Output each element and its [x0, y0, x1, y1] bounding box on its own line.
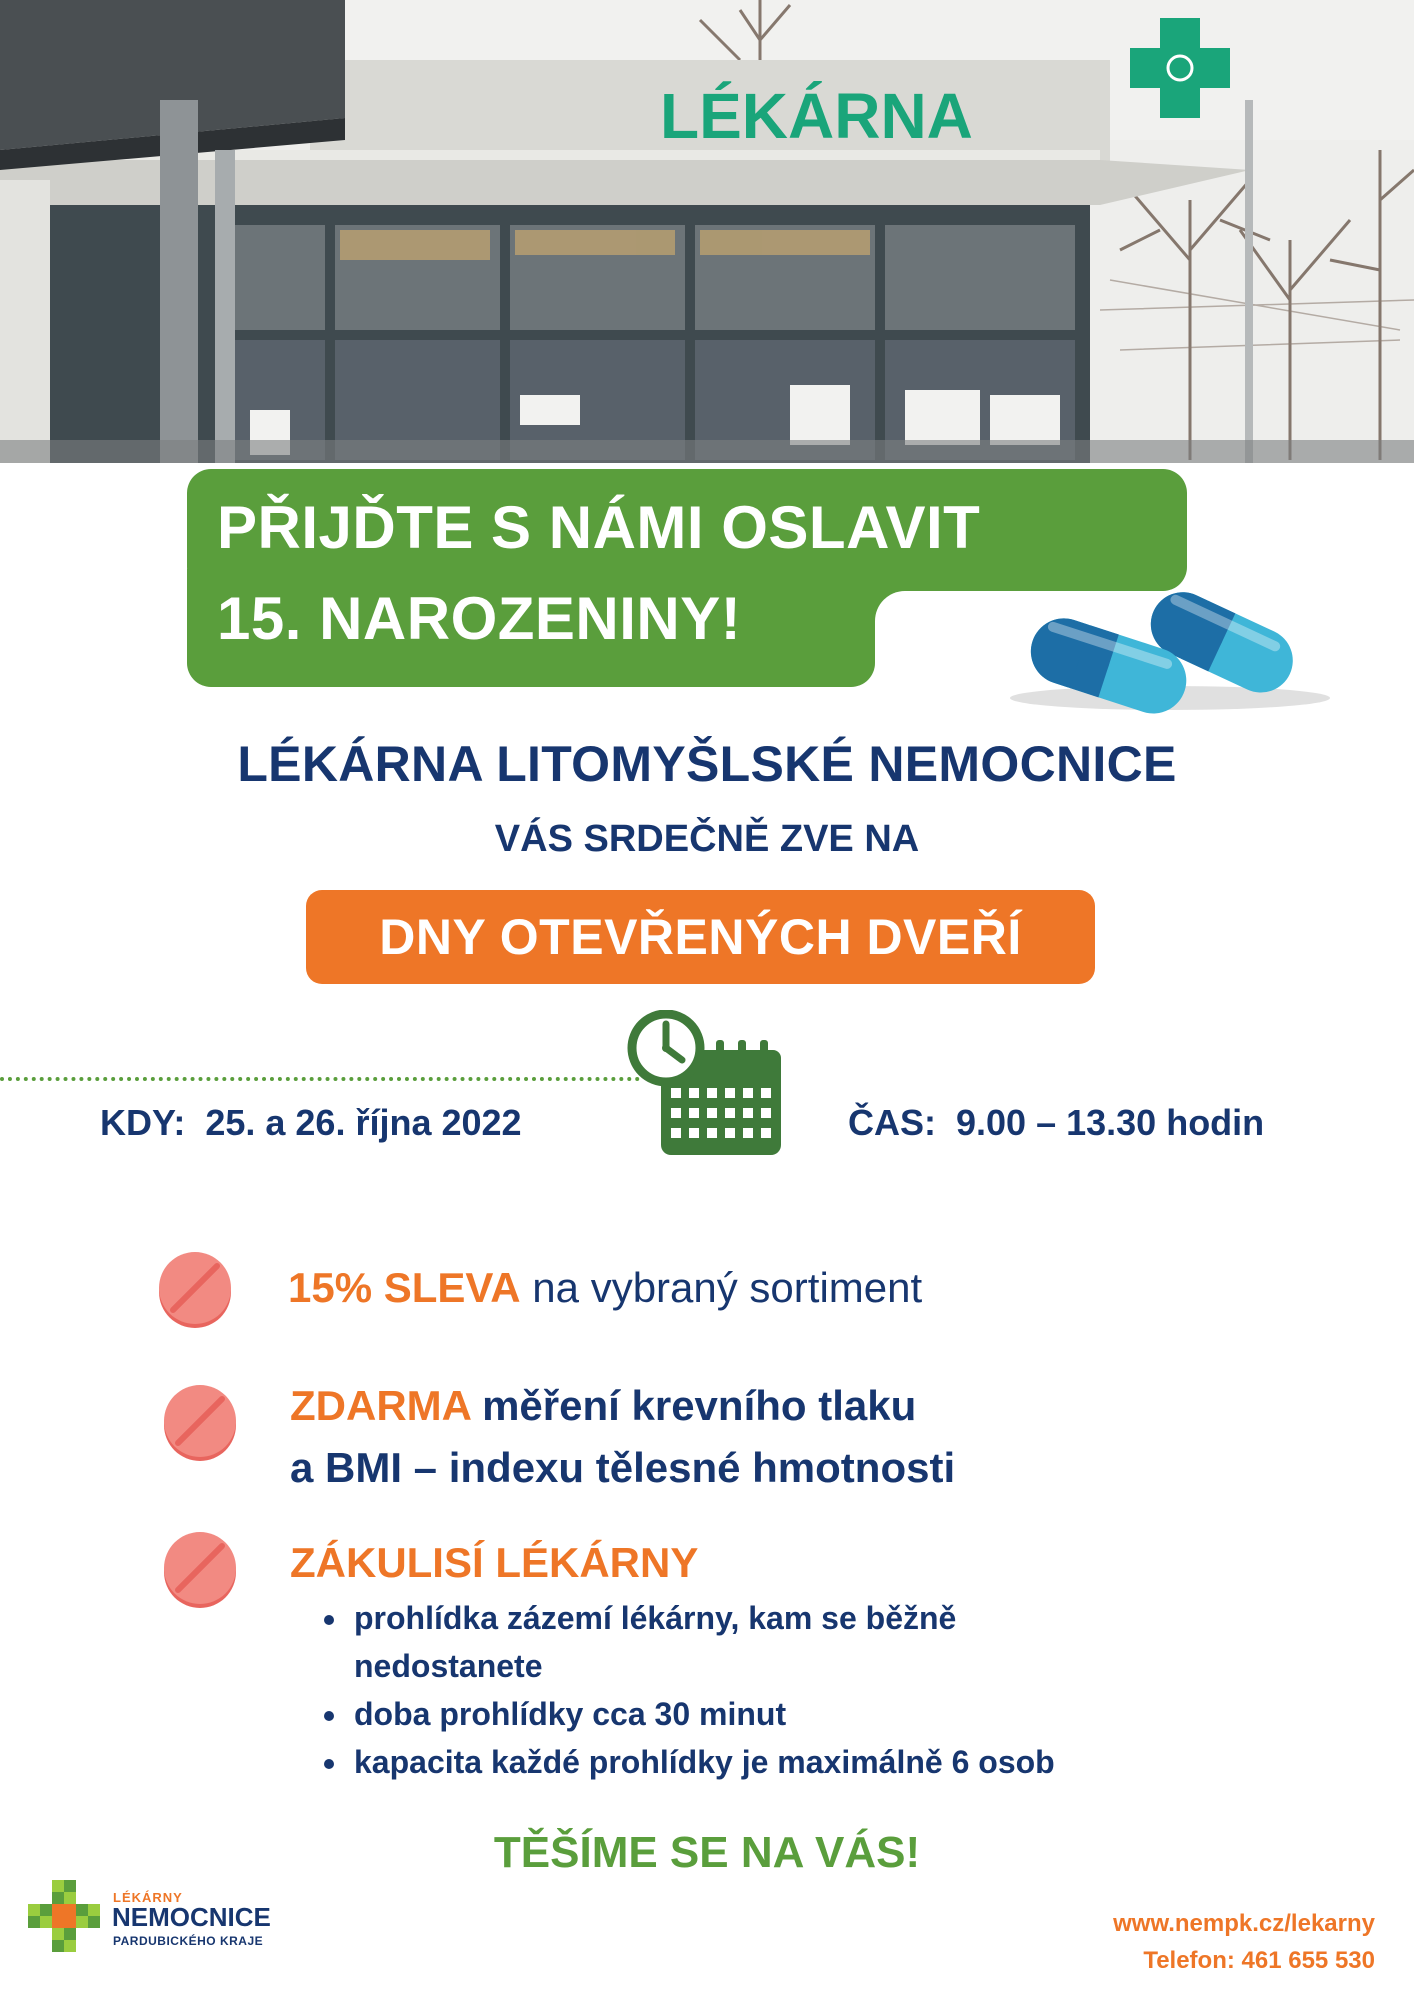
- pill-tablet-icon: [160, 1383, 240, 1463]
- capsules-icon: [1000, 570, 1340, 720]
- headline-line-1: PŘIJĎTE S NÁMI OSLAVIT: [187, 469, 1187, 591]
- pill-tablet-icon: [155, 1250, 235, 1330]
- pill-tablet-icon: [160, 1530, 240, 1610]
- hospital-logo-icon: [28, 1880, 100, 1952]
- list-item: • prohlídka zázemí lékárny, kam se běžně nedostanete: [350, 1594, 1034, 1690]
- event-time: ČAS: 9.00 – 13.30 hodin: [848, 1102, 1265, 1143]
- feature-backstage: ZÁKULISÍ LÉKÁRNY: [290, 1539, 699, 1586]
- headline-line-2: 15. NAROZENINY!: [187, 569, 875, 687]
- invite-line: VÁS SRDEČNĚ ZVE NA: [494, 818, 920, 860]
- list-item: • doba prohlídky cca 30 minut: [350, 1690, 1250, 1738]
- store-sign: LÉKÁRNA: [660, 80, 973, 152]
- logo-title: NEMOCNICE: [112, 1902, 271, 1932]
- backstage-details-list: [310, 1594, 1250, 1786]
- dotted-divider: [0, 1077, 640, 1081]
- event-date: KDY: 25. a 26. října 2022: [100, 1102, 522, 1143]
- pharmacy-photo: [0, 0, 1414, 463]
- feature-free-measurement: ZDARMA měření krevního tlaku a BMI – indexu tělesné hmotnosti: [290, 1382, 956, 1491]
- event-name-badge: DNY OTEVŘENÝCH DVEŘÍ: [306, 890, 1095, 984]
- website-link[interactable]: www.nempk.cz/lekarny: [1113, 1910, 1375, 1937]
- logo-region: PARDUBICKÉHO KRAJE: [113, 1934, 264, 1948]
- org-name: LÉKÁRNA LITOMYŠLSKÉ NEMOCNICE: [237, 736, 1177, 792]
- list-item: • kapacita každé prohlídky je maximálně 6 osob: [350, 1738, 1250, 1786]
- closing-message: TĚŠÍME SE NA VÁS!: [493, 1828, 921, 1877]
- logo-subtitle: LÉKÁRNY: [113, 1890, 183, 1905]
- feature-discount: 15% SLEVA na vybraný sortiment: [288, 1264, 923, 1311]
- calendar-clock-icon: [626, 1010, 786, 1160]
- phone-number: Telefon: 461 655 530: [1143, 1947, 1375, 1974]
